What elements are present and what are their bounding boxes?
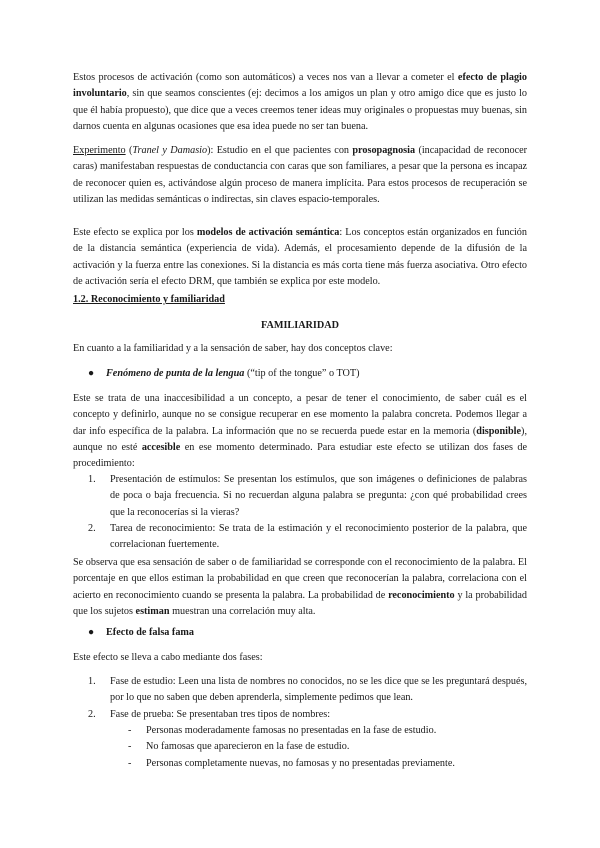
page-title: FAMILIARIDAD xyxy=(261,320,339,331)
bold-term: accesible xyxy=(141,441,181,453)
list-item-text: Personas moderadamente famosas no presentadas en la fase de estudio. xyxy=(146,725,437,736)
text-run: Se observa que esa sensación de saber o de familiaridad se corresponde con el reconocimiento de la palabra. El porcentaje en que ellos estiman la probabilidad en que creen que reconocerían la palabra, correlaciona con el acierto en reconocimiento cuando se presenta la palabra. La probabilidad de xyxy=(73,557,527,601)
list-item xyxy=(128,739,527,755)
text-run: Este se trata de una inaccesibilidad a un concepto, a pesar de tener el conocimiento, de saber cuál es el concepto y definirlo, aunque no se consigue recuperar en ese momento la palabra concreta. Podemos llegar a dar info específica de la palabra. La información que no se recuerda puede estar en la memoria ( xyxy=(73,393,527,437)
list-item-text: No famosas que aparecieron en la fase de estudio. xyxy=(146,741,350,753)
text-run: Estos procesos de activación (como son automáticos) a veces nos van a llevar a cometer el xyxy=(73,72,458,83)
list-item xyxy=(128,756,527,772)
list-item xyxy=(128,723,527,739)
text-run: Este efecto se explica por los xyxy=(73,227,197,238)
dash-icon: - xyxy=(128,757,132,769)
bold-term: prosopagnosia xyxy=(352,145,416,156)
bold-term: modelos de activación semántica xyxy=(196,227,340,238)
bold-term: reconocimiento xyxy=(388,589,455,601)
text-run: ), aunque no esté xyxy=(73,425,527,453)
text-run: (“tip of the tongue” o TOT) xyxy=(244,368,360,379)
paragraph-tot xyxy=(73,391,527,472)
underlined-term: Experimento xyxy=(73,145,126,156)
paragraph-intro: En cuanto a la familiaridad y a la sensación de saber, hay dos conceptos clave: xyxy=(73,343,393,354)
list-item xyxy=(88,521,527,554)
list-item xyxy=(88,707,527,723)
bold-term: disponible xyxy=(476,425,522,437)
bullet-icon: ● xyxy=(88,368,95,379)
text-run: : Los conceptos están organizados en función de la distancia semántica (experiencia de vida). Además, el procesamiento depende de la difusión de la activación y la fuerza entre las conexiones. Si la distancia es más corta tiene más fuerza asociativa. Otro efecto de activación sería el efecto DRM, que también se explica por este modelo. xyxy=(73,227,527,287)
list-number: 2. xyxy=(88,708,96,720)
dash-list-nombres xyxy=(128,723,527,772)
section-heading: 1.2. Reconocimiento y familiaridad xyxy=(73,294,225,305)
text-run: (incapacidad de reconocer caras) manifestaban respuestas de conductancia con caras que son familiares, a pesar que la persona es incapaz de reconocer quien es, activándose algún proceso de manera implícita. Para estos procesos de recuperación se utilizan las medidas semánticas o indirectas, sin claves espacio-temporales. xyxy=(73,145,528,205)
list-item-text: Fase de prueba: Se presentaban tres tipos de nombres: xyxy=(110,708,331,720)
list-item xyxy=(88,472,527,521)
paragraph-plagio xyxy=(73,70,527,135)
paragraph-fases: Este efecto se lleva a cabo mediante dos fases: xyxy=(73,652,263,663)
paragraph-experimento xyxy=(73,143,527,208)
bold-italic-term: Fenómeno de punta de la lengua xyxy=(106,368,245,379)
bullet-icon: ● xyxy=(88,627,95,638)
list-number: 2. xyxy=(88,522,96,534)
text-run: ): Estudio en el que pacientes con xyxy=(207,145,353,156)
text-run: en ese momento determinado. Para estudiar este efecto se utilizan dos fases de procedimiento: xyxy=(73,441,527,470)
paragraph-correlacion xyxy=(73,555,527,620)
bullet-item-falsa-fama xyxy=(88,625,194,641)
list-item-text: Personas completamente nuevas, no famosas y no presentadas previamente. xyxy=(146,757,455,769)
text-run: ( xyxy=(125,145,133,156)
text-run: muestran una correlación muy alta. xyxy=(169,605,316,617)
bold-term: efecto de plagio involuntario xyxy=(73,72,527,100)
bullet-item-tot xyxy=(88,366,359,382)
numbered-list-tot xyxy=(88,472,527,553)
text-run: , sin que seamos conscientes (ej: decimos a los amigos un plan y otro amigo dice que es justo lo que él había propuesto), que dice que a veces creemos tener ideas muy originales o propuestas muy buenas, sin darnos cuenta en algunas ocasiones que esa idea puede no ser tan buena. xyxy=(73,88,527,132)
dash-icon: - xyxy=(128,725,132,736)
list-item-text: Tarea de reconocimiento: Se trata de la estimación y el reconocimiento posterior de la palabra, que correlacionan fuertemente. xyxy=(110,522,527,551)
list-number: 1. xyxy=(88,676,96,687)
italic-authors: Tranel y Damasio xyxy=(132,145,208,156)
numbered-list-falsa-fama xyxy=(88,674,527,723)
bold-term: estiman xyxy=(135,605,170,617)
list-item xyxy=(88,674,527,707)
dash-icon: - xyxy=(128,741,132,753)
list-item-text: Presentación de estímulos: Se presentan los estímulos, que son imágenes o definiciones de palabras de poca o baja frecuencia. Si no recuerdan alguna palabra se pregunta: ¿con qué probabilidad crees que la reconocerías si la vieras? xyxy=(110,474,527,518)
paragraph-modelos xyxy=(73,225,527,290)
list-item-text: Fase de estudio: Leen una lista de nombres no conocidos, no se les dice que se les preguntará después, por lo que no saben que deben aprenderla, simplemente pedimos que lean. xyxy=(110,676,528,704)
text-run: y la probabilidad que los sujetos xyxy=(73,589,527,617)
bold-term: Efecto de falsa fama xyxy=(106,627,194,638)
list-number: 1. xyxy=(88,474,96,485)
